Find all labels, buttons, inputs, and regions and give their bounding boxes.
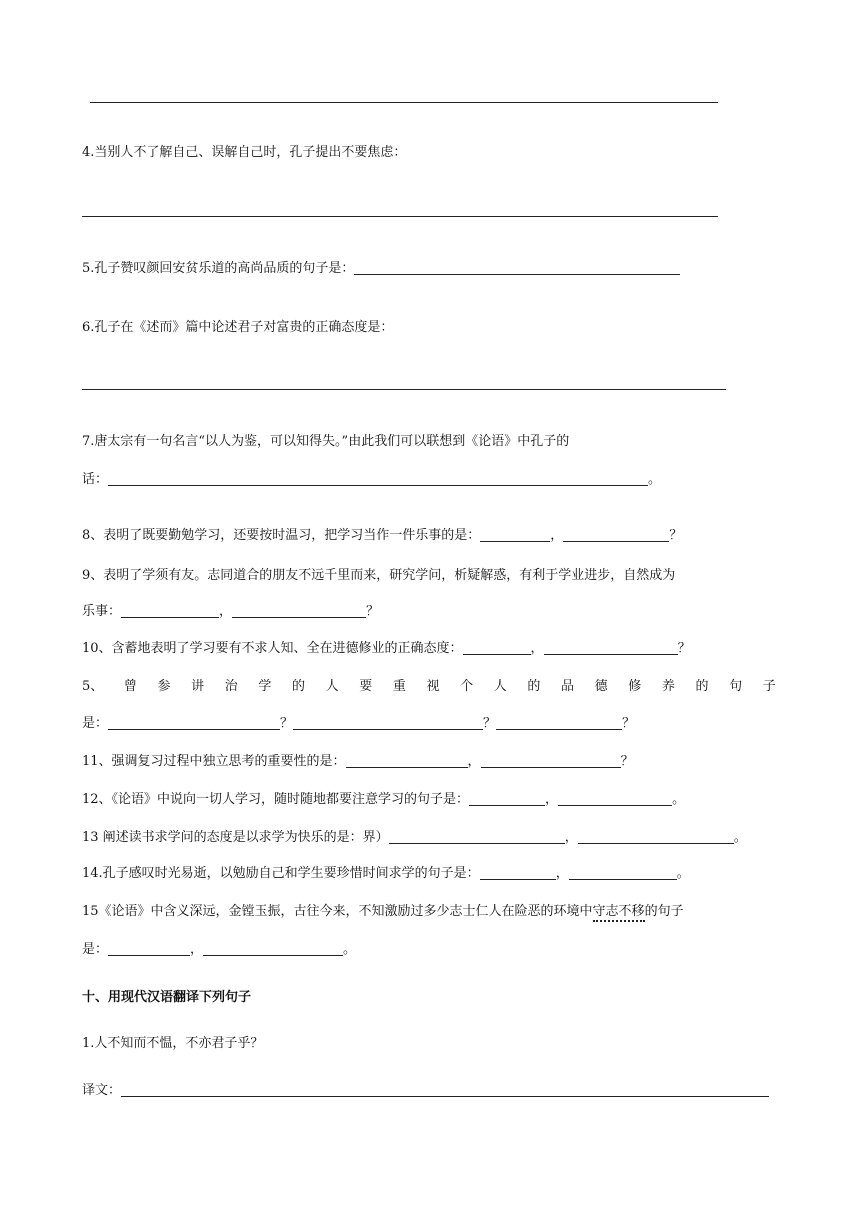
- answer-line-4[interactable]: [82, 216, 718, 217]
- comma: ，: [564, 830, 578, 845]
- question-15-line2: [82, 941, 356, 959]
- period: 。: [648, 472, 662, 487]
- translation-1: [82, 1082, 769, 1100]
- question-9-line2: [82, 603, 379, 621]
- answer-line-6[interactable]: [82, 389, 726, 390]
- comma: ，: [550, 528, 564, 543]
- question-5b-label: 是：: [82, 716, 109, 731]
- answer-blank-15a[interactable]: [108, 941, 190, 956]
- question-5: [82, 260, 680, 278]
- comma: ，: [219, 604, 233, 619]
- question-13-text: 13 阐述读书求学问的态度是以求学为快乐的是：界）: [82, 830, 389, 845]
- question-9: 9、表明了学须有友。志同道合的朋友不远千里而来，研究学问，析疑解惑，有利于学业进步，自然成为: [82, 568, 676, 583]
- char: 养: [661, 679, 675, 694]
- question-10-text: 10、含蓄地表明了学习要有不求人知、全在进德修业的正确态度：: [82, 641, 463, 656]
- question-13: [82, 829, 747, 847]
- comma: ，: [190, 942, 204, 957]
- answer-blank-14b[interactable]: [569, 865, 677, 880]
- question-mark: ？: [483, 716, 497, 731]
- answer-blank-9a[interactable]: [121, 603, 219, 618]
- question-mark: ？: [622, 716, 636, 731]
- question-15: [82, 903, 684, 921]
- period: 。: [672, 792, 686, 807]
- answer-blank-12a[interactable]: [469, 791, 545, 806]
- question-15-text-end: 的句子: [644, 904, 684, 919]
- comma: ，: [467, 754, 481, 769]
- char: 参: [157, 679, 171, 694]
- char: 视: [426, 679, 440, 694]
- comma: ，: [545, 792, 559, 807]
- char: 人: [325, 679, 339, 694]
- char: 重: [392, 679, 406, 694]
- question-7-line2: [82, 471, 661, 489]
- answer-blank-5b-3[interactable]: [496, 715, 622, 730]
- question-mark: ？: [677, 641, 691, 656]
- period: 。: [733, 830, 747, 845]
- answer-blank-14a[interactable]: [480, 865, 556, 880]
- question-12: [82, 791, 685, 809]
- question-12-text: 12、《论语》中说向一切人学习，随时随地都要注意学习的句子是：: [82, 792, 470, 807]
- sentence-1: 1.人不知而不愠，不亦君子乎？: [82, 1036, 264, 1051]
- char: 的: [527, 679, 541, 694]
- question-8-text: 8、表明了既要勤勉学习，还要按时温习，把学习当作一件乐事的是：: [82, 528, 481, 543]
- answer-blank-5b-1[interactable]: [108, 715, 280, 730]
- question-5b: [82, 678, 776, 696]
- question-7-label: 话：: [82, 472, 109, 487]
- translation-label: 译文：: [82, 1083, 122, 1098]
- answer-blank-7[interactable]: [108, 471, 648, 486]
- answer-blank-11b[interactable]: [481, 753, 621, 768]
- answer-blank-15b[interactable]: [203, 941, 343, 956]
- answer-line[interactable]: [90, 102, 718, 103]
- question-15-text: 15《论语》中含义深远，金镗玉振，古往今来，不知激励过多少志士仁人在险恶的环境中: [82, 904, 593, 919]
- char: 5、: [82, 679, 104, 694]
- char: 治: [224, 679, 238, 694]
- answer-blank-13b[interactable]: [578, 829, 734, 844]
- period: 。: [343, 942, 357, 957]
- answer-blank-8a[interactable]: [480, 527, 550, 542]
- question-15-label: 是：: [82, 942, 109, 957]
- answer-blank-5b-2[interactable]: [293, 715, 483, 730]
- question-7: 7.唐太宗有一句名言“以人为鉴，可以知得失。”由此我们可以联想到《论语》中孔子的: [82, 434, 570, 449]
- answer-blank-10a[interactable]: [463, 640, 531, 655]
- question-11-text: 11、强调复习过程中独立思考的重要性的是：: [82, 754, 346, 769]
- char: 的: [695, 679, 709, 694]
- char: 修: [628, 679, 642, 694]
- char: 人: [493, 679, 507, 694]
- char: 曾: [123, 679, 137, 694]
- question-mark: ？: [620, 754, 634, 769]
- question-9-label: 乐事：: [82, 604, 122, 619]
- period: 。: [676, 866, 690, 881]
- question-6: 6.孔子在《述而》篇中论述君子对富贵的正确态度是：: [82, 320, 394, 335]
- char: 子: [762, 679, 776, 694]
- char: 品: [561, 679, 575, 694]
- question-5-text: 5.孔子赞叹颜回安贫乐道的高尚品质的句子是：: [82, 261, 355, 276]
- char: 个: [460, 679, 474, 694]
- char: 学: [258, 679, 272, 694]
- comma: ，: [555, 866, 569, 881]
- question-8: [82, 527, 682, 545]
- answer-blank-11a[interactable]: [346, 753, 468, 768]
- answer-blank-12b[interactable]: [558, 791, 672, 806]
- char: 要: [359, 679, 373, 694]
- answer-blank-5[interactable]: [354, 260, 680, 275]
- comma: ，: [530, 641, 544, 656]
- question-mark: ？: [669, 528, 683, 543]
- answer-blank-10b[interactable]: [544, 640, 678, 655]
- answer-blank-9b[interactable]: [232, 603, 366, 618]
- section-heading: 十、用现代汉语翻译下列句子: [82, 990, 252, 1005]
- emphasis-text: 守志不移: [593, 904, 645, 922]
- answer-blank-13a[interactable]: [389, 829, 565, 844]
- question-14: [82, 865, 690, 883]
- char: 讲: [191, 679, 205, 694]
- question-mark: ？: [366, 604, 380, 619]
- question-14-text: 14.孔子感叹时光易逝，以勉励自己和学生要珍惜时间求学的句子是：: [82, 866, 480, 881]
- question-4: 4.当别人不了解自己、误解自己时，孔子提出不要焦虑：: [82, 145, 407, 160]
- translation-blank-1[interactable]: [121, 1082, 769, 1097]
- question-11: [82, 753, 634, 771]
- char: 的: [292, 679, 306, 694]
- question-10: [82, 640, 691, 658]
- char: 德: [594, 679, 608, 694]
- question-5b-line2: [82, 715, 635, 733]
- question-mark: ？: [280, 716, 294, 731]
- char: 句: [729, 679, 743, 694]
- answer-blank-8b[interactable]: [563, 527, 669, 542]
